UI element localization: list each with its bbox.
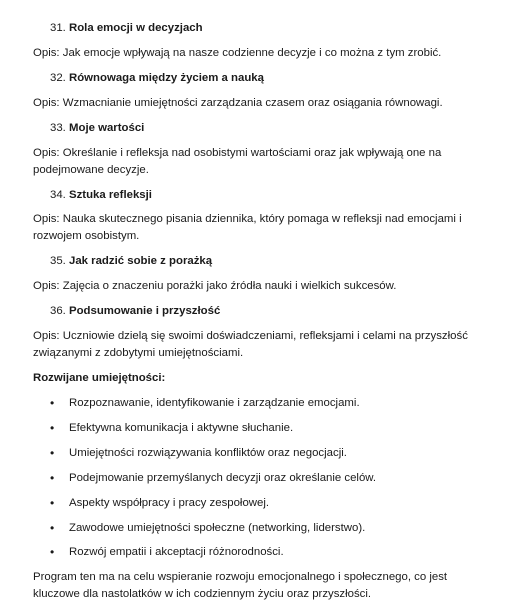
bullet-icon: •: [50, 420, 55, 435]
bullet-icon: •: [50, 445, 55, 460]
item-title: [50, 303, 485, 320]
list-item-text: Podejmowanie przemyślanych decyzji oraz określanie celów.: [69, 471, 377, 484]
item-number: 34.: [50, 188, 66, 201]
item-number: 32.: [50, 71, 66, 84]
item-title-text: Moje wartości: [69, 121, 145, 134]
item-title-text: Podsumowanie i przyszłość: [69, 305, 221, 318]
skills-list: [33, 395, 485, 562]
list-item: [33, 495, 485, 512]
agenda-item-36: [33, 303, 485, 361]
document-page: [33, 20, 485, 603]
item-description: Opis: Nauka skutecznego pisania dziennika, który pomaga w refleksji nad emocjami i rozwojem osobistym.: [33, 213, 462, 243]
list-item: [33, 395, 485, 412]
bullet-icon: •: [50, 520, 55, 535]
list-item-text: Efektywna komunikacja i aktywne słuchanie.: [69, 421, 294, 434]
item-description: Opis: Wzmacnianie umiejętności zarządzania czasem oraz osiągania równowagi.: [33, 96, 443, 109]
list-item: [33, 445, 485, 462]
item-title: [50, 253, 485, 270]
agenda-item-33: [33, 120, 485, 178]
agenda-item-31: [33, 20, 485, 62]
item-number: 33.: [50, 121, 66, 134]
agenda-item-32: [33, 70, 485, 112]
list-item-text: Umiejętności rozwiązywania konfliktów oraz negocjacji.: [69, 446, 347, 459]
item-description: Opis: Jak emocje wpływają na nasze codzienne decyzje i co można z tym zrobić.: [33, 46, 442, 59]
agenda-item-34: [33, 187, 485, 245]
item-description: Opis: Uczniowie dzielą się swoimi doświadczeniami, refleksjami i celami na przyszłość związanymi z zdobytymi umiejętnościami.: [33, 330, 468, 359]
list-item-text: Rozpoznawanie, identyfikowanie i zarządzanie emocjami.: [69, 396, 360, 409]
item-title: [50, 70, 485, 87]
list-item: [33, 470, 485, 487]
bullet-icon: •: [50, 395, 55, 410]
item-title: [50, 20, 485, 37]
list-item: [33, 420, 485, 437]
list-item: [33, 520, 485, 537]
list-item-text: Rozwój empatii i akceptacji różnorodności.: [69, 546, 284, 559]
bullet-icon: •: [50, 470, 55, 485]
item-title-text: Rola emocji w decyzjach: [69, 22, 203, 34]
item-title: [50, 120, 485, 137]
agenda-item-35: [33, 253, 485, 295]
closing-paragraph: Program ten ma na celu wspieranie rozwoju emocjonalnego i społecznego, co jest kluczowe dla nastolatków w ich codziennym życiu oraz przyszłości.: [33, 571, 448, 601]
bullet-icon: •: [50, 545, 55, 560]
list-item-text: Aspekty współpracy i pracy zespołowej.: [69, 496, 270, 509]
item-description: Opis: Określanie i refleksja nad osobistymi wartościami oraz jak wpływają one na podejmowane decyzje.: [33, 146, 442, 176]
item-number: 31.: [50, 22, 66, 34]
item-title: [50, 187, 485, 204]
list-item: [33, 544, 485, 561]
item-number: 36.: [50, 305, 66, 318]
item-title-text: Sztuka refleksji: [69, 188, 152, 201]
bullet-icon: •: [50, 495, 55, 510]
item-description: Opis: Zajęcia o znaczeniu porażki jako źródła nauki i wielkich sukcesów.: [33, 280, 397, 293]
item-title-text: Jak radzić sobie z porażką: [69, 255, 213, 268]
list-item-text: Zawodowe umiejętności społeczne (networking, liderstwo).: [69, 521, 366, 534]
skills-heading: Rozwijane umiejętności:: [33, 371, 166, 384]
item-number: 35.: [50, 255, 66, 268]
item-title-text: Równowaga między życiem a nauką: [69, 71, 264, 84]
